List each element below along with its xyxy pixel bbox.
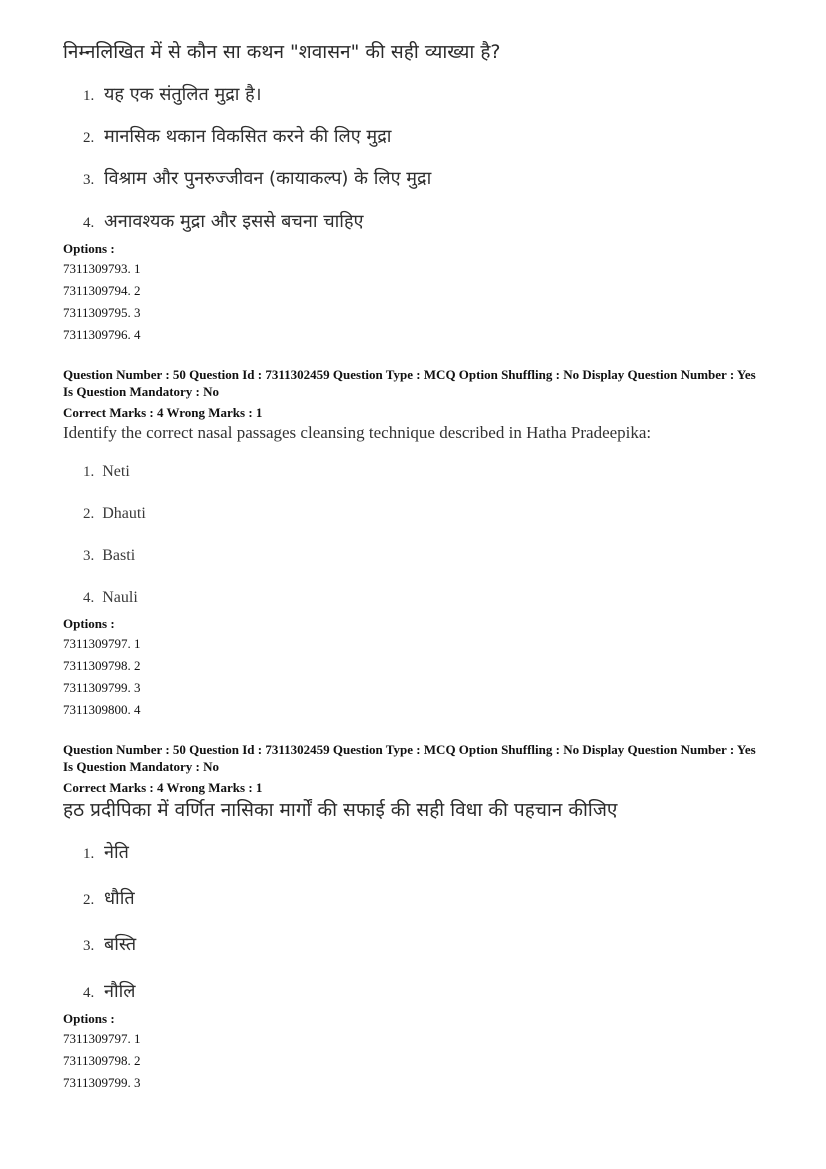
option-id: 7311309797. 1: [63, 636, 141, 651]
choice-number: 4.: [83, 985, 95, 1001]
choice-text: नौलि: [103, 981, 136, 1002]
choice-text: Nauli: [102, 589, 138, 606]
choice-text: बस्ति: [103, 934, 137, 955]
options-label: Options :: [63, 241, 115, 256]
choice-text: यह एक संतुलित मुद्रा है।: [103, 84, 262, 105]
option-id: 7311309793. 1: [63, 261, 141, 276]
question-text: हठ प्रदीपिका में वर्णित नासिका मार्गों की सफाई की सही विधा की पहचान कीजिए: [63, 799, 618, 821]
question-block: [63, 366, 763, 721]
choice-number: 2.: [83, 506, 95, 522]
answer-choice: [83, 924, 763, 970]
option-id-list: [63, 258, 763, 346]
option-id: 7311309795. 3: [63, 305, 141, 320]
option-id: 7311309799. 3: [63, 680, 141, 695]
question-text: Identify the correct nasal passages cleansing technique described in Hatha Pradeepika:: [63, 423, 652, 442]
option-id: 7311309800. 4: [63, 702, 141, 717]
answer-choice: [83, 74, 763, 116]
answer-choice: [83, 878, 763, 924]
question-text: निम्नलिखित में से कौन सा कथन "शवासन" की सही व्याख्या है?: [63, 41, 501, 63]
options-label: Options :: [63, 1011, 115, 1026]
choice-number: 1.: [83, 88, 95, 104]
spacer: [63, 346, 763, 366]
answer-choices: [63, 451, 763, 611]
answer-choice: [83, 832, 763, 878]
choice-text: धौति: [103, 888, 135, 909]
answer-choice: [83, 970, 763, 1006]
exam-page: [63, 38, 763, 1094]
choice-number: 3.: [83, 172, 95, 188]
choice-text: Dhauti: [102, 505, 146, 522]
answer-choice: [83, 577, 763, 611]
question-meta: Question Number : 50 Question Id : 7311302459 Question Type : MCQ Option Shuffling : No Display Question Number : Yes Is Question Mandatory : No: [63, 742, 756, 774]
answer-choice: [83, 116, 763, 158]
choice-text: मानसिक थकान विकसित करने की लिए मुद्रा: [103, 126, 392, 147]
choice-number: 2.: [83, 892, 95, 908]
question-block: [63, 741, 763, 1094]
option-id-list: [63, 1028, 763, 1094]
option-id: 7311309798. 2: [63, 658, 141, 673]
answer-choice: [83, 493, 763, 535]
choice-number: 1.: [83, 846, 95, 862]
choice-text: Basti: [102, 547, 136, 564]
options-label: Options :: [63, 616, 115, 631]
spacer: [63, 721, 763, 741]
choice-number: 4.: [83, 215, 95, 231]
answer-choice: [83, 200, 763, 236]
marks-meta: Correct Marks : 4 Wrong Marks : 1: [63, 780, 263, 795]
option-id: 7311309799. 3: [63, 1075, 141, 1090]
choice-number: 2.: [83, 130, 95, 146]
choice-number: 3.: [83, 548, 95, 564]
choice-number: 4.: [83, 590, 95, 606]
question-meta: Question Number : 50 Question Id : 7311302459 Question Type : MCQ Option Shuffling : No Display Question Number : Yes Is Question Mandatory : No: [63, 367, 756, 399]
choice-text: अनावश्यक मुद्रा और इससे बचना चाहिए: [103, 211, 364, 232]
option-id: 7311309798. 2: [63, 1053, 141, 1068]
choice-number: 3.: [83, 938, 95, 954]
answer-choices: [63, 74, 763, 236]
answer-choice: [83, 451, 763, 493]
answer-choices: [63, 832, 763, 1006]
option-id: 7311309796. 4: [63, 327, 141, 342]
choice-number: 1.: [83, 464, 95, 480]
choice-text: नेति: [103, 842, 129, 863]
choice-text: Neti: [102, 463, 130, 480]
question-block: [63, 38, 763, 346]
option-id-list: [63, 633, 763, 721]
answer-choice: [83, 535, 763, 577]
option-id: 7311309794. 2: [63, 283, 141, 298]
answer-choice: [83, 158, 763, 200]
choice-text: विश्राम और पुनरुज्जीवन (कायाकल्प) के लिए मुद्रा: [103, 168, 432, 189]
option-id: 7311309797. 1: [63, 1031, 141, 1046]
marks-meta: Correct Marks : 4 Wrong Marks : 1: [63, 405, 263, 420]
